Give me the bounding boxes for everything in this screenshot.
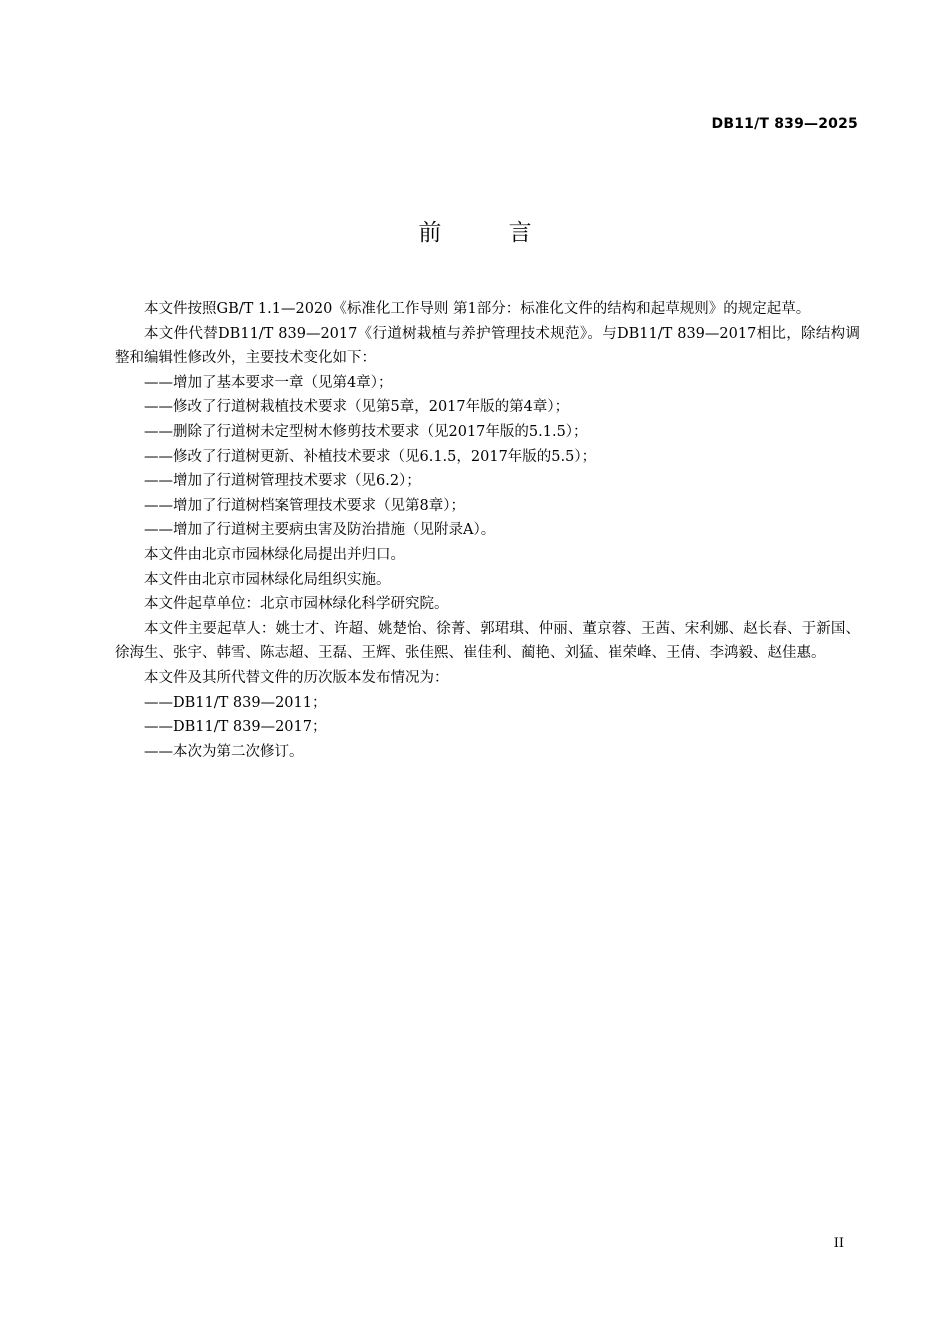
change-item: ——删除了行道树未定型树木修剪技术要求（见2017年版的5.1.5）；	[144, 423, 588, 440]
change-item: ——增加了行道树主要病虫害及防治措施（见附录A）。	[144, 522, 496, 539]
paragraph-drafting-basis: 本文件按照GB/T 1.1—2020《标准化工作导则 第1部分：标准化文件的结构和起草规则》的规定起草。	[144, 301, 811, 317]
foreword-body	[115, 297, 860, 764]
page-title: 前 言	[418, 220, 562, 246]
paragraph-proposer: 本文件由北京市园林绿化局提出并归口。	[144, 546, 405, 563]
paragraph-drafting-unit: 本文件起草单位：北京市园林绿化科学研究院。	[144, 596, 449, 613]
change-item: ——修改了行道树更新、补植技术要求（见6.1.5，2017年版的5.5）；	[144, 448, 597, 465]
paragraph-version-history: 本文件及其所代替文件的历次版本发布情况为：	[144, 669, 449, 686]
version-item: ——DB11/T 839—2011；	[144, 694, 327, 711]
document-code: DB11/T 839—2025	[711, 116, 858, 132]
change-item: ——修改了行道树栽植技术要求（见第5章，2017年版的第4章）；	[144, 399, 570, 416]
version-item: ——DB11/T 839—2017；	[144, 719, 327, 736]
paragraph-drafters: 本文件主要起草人：姚士才、许超、姚楚怡、徐菁、郭珺琪、仲丽、董京蓉、王茜、宋利娜、赵长春、于新国、徐海生、张宇、韩雪、陈志超、王磊、王辉、张佳熙、崔佳利、蔺艳、刘猛、崔荣峰、王倩、李鸿毅、赵佳惠。	[115, 620, 860, 662]
paragraph-replacement: 本文件代替DB11/T 839—2017《行道树栽植与养护管理技术规范》。与DB11/T 839—2017相比，除结构调整和编辑性修改外，主要技术变化如下：	[115, 325, 860, 367]
version-item: ——本次为第二次修订。	[144, 743, 304, 760]
page-number: II	[833, 1236, 844, 1251]
paragraph-implementer: 本文件由北京市园林绿化局组织实施。	[144, 571, 391, 588]
change-item: ——增加了行道树管理技术要求（见6.2）；	[144, 473, 421, 490]
change-item: ——增加了行道树档案管理技术要求（见第8章）；	[144, 497, 465, 514]
change-item: ——增加了基本要求一章（见第4章）；	[144, 374, 393, 391]
